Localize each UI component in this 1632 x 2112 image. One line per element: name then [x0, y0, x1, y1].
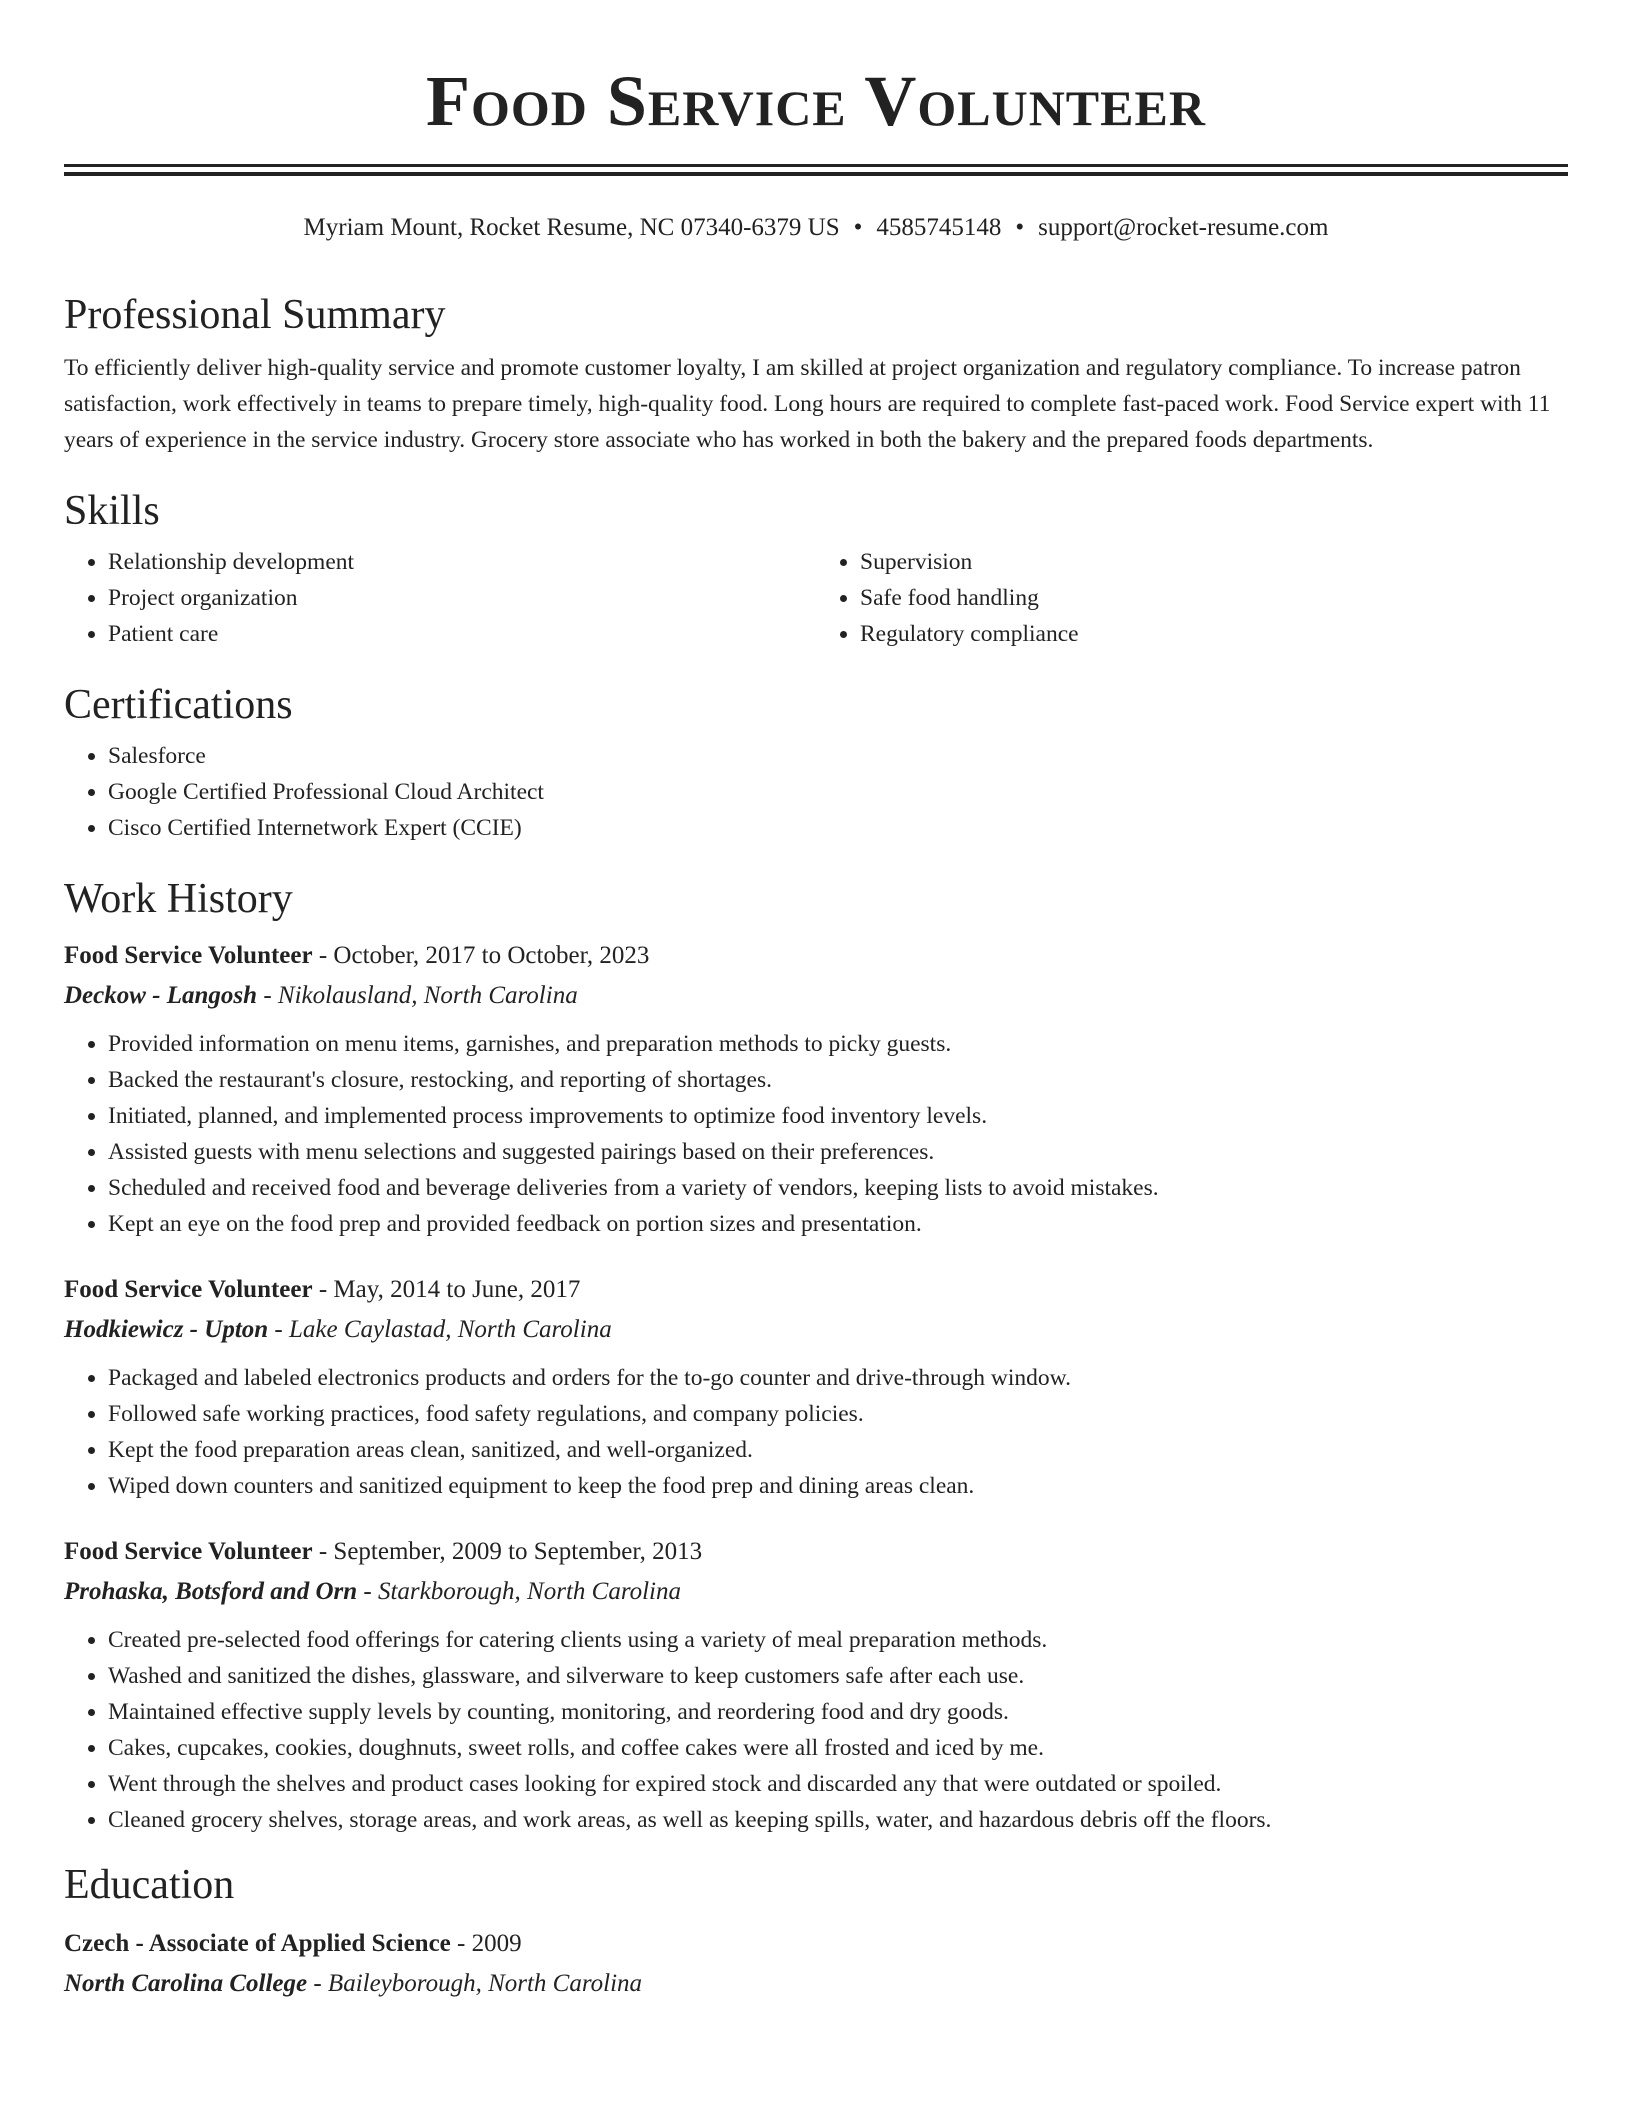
skills-list-right [816, 544, 1568, 652]
contact-separator: • [853, 214, 863, 241]
job-duties-list [64, 1360, 1568, 1504]
skill-item: • Supervision [860, 544, 1568, 580]
skill-item: • Safe food handling [860, 580, 1568, 616]
education-year: - 2009 [450, 1930, 522, 1957]
education-school-line [64, 1964, 1568, 2004]
work-history-heading: Work History [64, 876, 293, 922]
summary-heading: Professional Summary [64, 292, 446, 338]
job-company-line [64, 1310, 1568, 1350]
job-duty: • Went through the shelves and product cases looking for expired stock and discarded any that were outdated or spoiled. [108, 1766, 1568, 1802]
job-location: - Starkborough, North Carolina [357, 1578, 682, 1605]
certifications-list [64, 738, 1568, 846]
skill-item: • Regulatory compliance [860, 616, 1568, 652]
skills-list-left [64, 544, 816, 652]
job-company: Prohaska, Botsford and Orn [64, 1578, 358, 1605]
contact-separator: • [1015, 214, 1025, 241]
title-divider [64, 164, 1568, 176]
skill-item: • Project organization [108, 580, 816, 616]
job-title: Food Service Volunteer [64, 942, 313, 969]
job-duty: • Created pre-selected food offerings for catering clients using a variety of meal preparation methods. [108, 1622, 1568, 1658]
job-company-line [64, 1572, 1568, 1612]
education-degree: Czech - Associate of Applied Science [64, 1930, 451, 1957]
job-location: - Lake Caylastad, North Carolina [268, 1316, 612, 1343]
job-title-line [64, 1270, 1568, 1310]
job-duty: • Kept the food preparation areas clean, sanitized, and well-organized. [108, 1432, 1568, 1468]
education-heading: Education [64, 1862, 235, 1908]
job-duty: • Maintained effective supply levels by counting, monitoring, and reordering food and dry goods. [108, 1694, 1568, 1730]
job-title-line [64, 936, 1568, 976]
skill-item: • Patient care [108, 616, 816, 652]
job-duty: • Backed the restaurant's closure, restocking, and reporting of shortages. [108, 1062, 1568, 1098]
job-duty: • Cakes, cupcakes, cookies, doughnuts, sweet rolls, and coffee cakes were all frosted and iced by me. [108, 1730, 1568, 1766]
skills-heading: Skills [64, 488, 160, 534]
job-title: Food Service Volunteer [64, 1276, 313, 1303]
job-duty: • Provided information on menu items, garnishes, and preparation methods to picky guests. [108, 1026, 1568, 1062]
contact-address: Myriam Mount, Rocket Resume, NC 07340-6379 US [303, 214, 840, 241]
contact-email: support@rocket-resume.com [1038, 214, 1329, 241]
job-dates: - October, 2017 to October, 2023 [312, 942, 650, 969]
job-title-line [64, 1532, 1568, 1572]
job-duty: • Packaged and labeled electronics products and orders for the to-go counter and drive-through window. [108, 1360, 1568, 1396]
job-entry [64, 1532, 1568, 1838]
education-degree-line [64, 1924, 1568, 1964]
job-duty: • Assisted guests with menu selections and suggested pairings based on their preferences. [108, 1134, 1568, 1170]
job-entry [64, 1270, 1568, 1504]
job-dates: - September, 2009 to September, 2013 [312, 1538, 703, 1565]
certifications-heading: Certifications [64, 682, 293, 728]
job-duty: • Followed safe working practices, food safety regulations, and company policies. [108, 1396, 1568, 1432]
job-entry [64, 936, 1568, 1242]
job-company: Deckow - Langosh [64, 982, 258, 1009]
job-company-line [64, 976, 1568, 1016]
job-duty: • Cleaned grocery shelves, storage areas, and work areas, as well as keeping spills, water, and hazardous debris off the floors. [108, 1802, 1568, 1838]
education-location: - Baileyborough, North Carolina [307, 1970, 643, 1997]
job-duties-list [64, 1026, 1568, 1242]
job-duty: • Wiped down counters and sanitized equipment to keep the food prep and dining areas clean. [108, 1468, 1568, 1504]
job-duties-list [64, 1622, 1568, 1838]
job-duty: • Washed and sanitized the dishes, glassware, and silverware to keep customers safe after each use. [108, 1658, 1568, 1694]
job-company: Hodkiewicz - Upton [64, 1316, 269, 1343]
education-entry [64, 1924, 1568, 2004]
job-duty: • Scheduled and received food and beverage deliveries from a variety of vendors, keeping lists to avoid mistakes. [108, 1170, 1568, 1206]
summary-text: To efficiently deliver high-quality service and promote customer loyalty, I am skilled at project organization and regulatory compliance. To increase patron satisfaction, work effectively in teams to prepare timely, high-quality food. Long hours are required to complete fast-paced work. Food Service expert with 11 years of experience in the service industry. Grocery store associate who has worked in both the bakery and the prepared foods departments. [64, 355, 1551, 453]
contact-phone: 4585745148 [876, 214, 1002, 241]
job-title: Food Service Volunteer [64, 1538, 313, 1565]
contact-line [64, 212, 1568, 244]
job-duty: • Kept an eye on the food prep and provided feedback on portion sizes and presentation. [108, 1206, 1568, 1242]
certification-item: • Cisco Certified Internetwork Expert (CCIE) [108, 810, 1568, 846]
certification-item: • Salesforce [108, 738, 1568, 774]
job-location: - Nikolausland, North Carolina [257, 982, 578, 1009]
job-duty: • Initiated, planned, and implemented process improvements to optimize food inventory levels. [108, 1098, 1568, 1134]
skills-columns [64, 544, 1568, 652]
job-dates: - May, 2014 to June, 2017 [312, 1276, 581, 1303]
skill-item: • Relationship development [108, 544, 816, 580]
certification-item: • Google Certified Professional Cloud Architect [108, 774, 1568, 810]
education-school: North Carolina College [64, 1970, 308, 1997]
resume-title: Food Service Volunteer [426, 61, 1206, 141]
